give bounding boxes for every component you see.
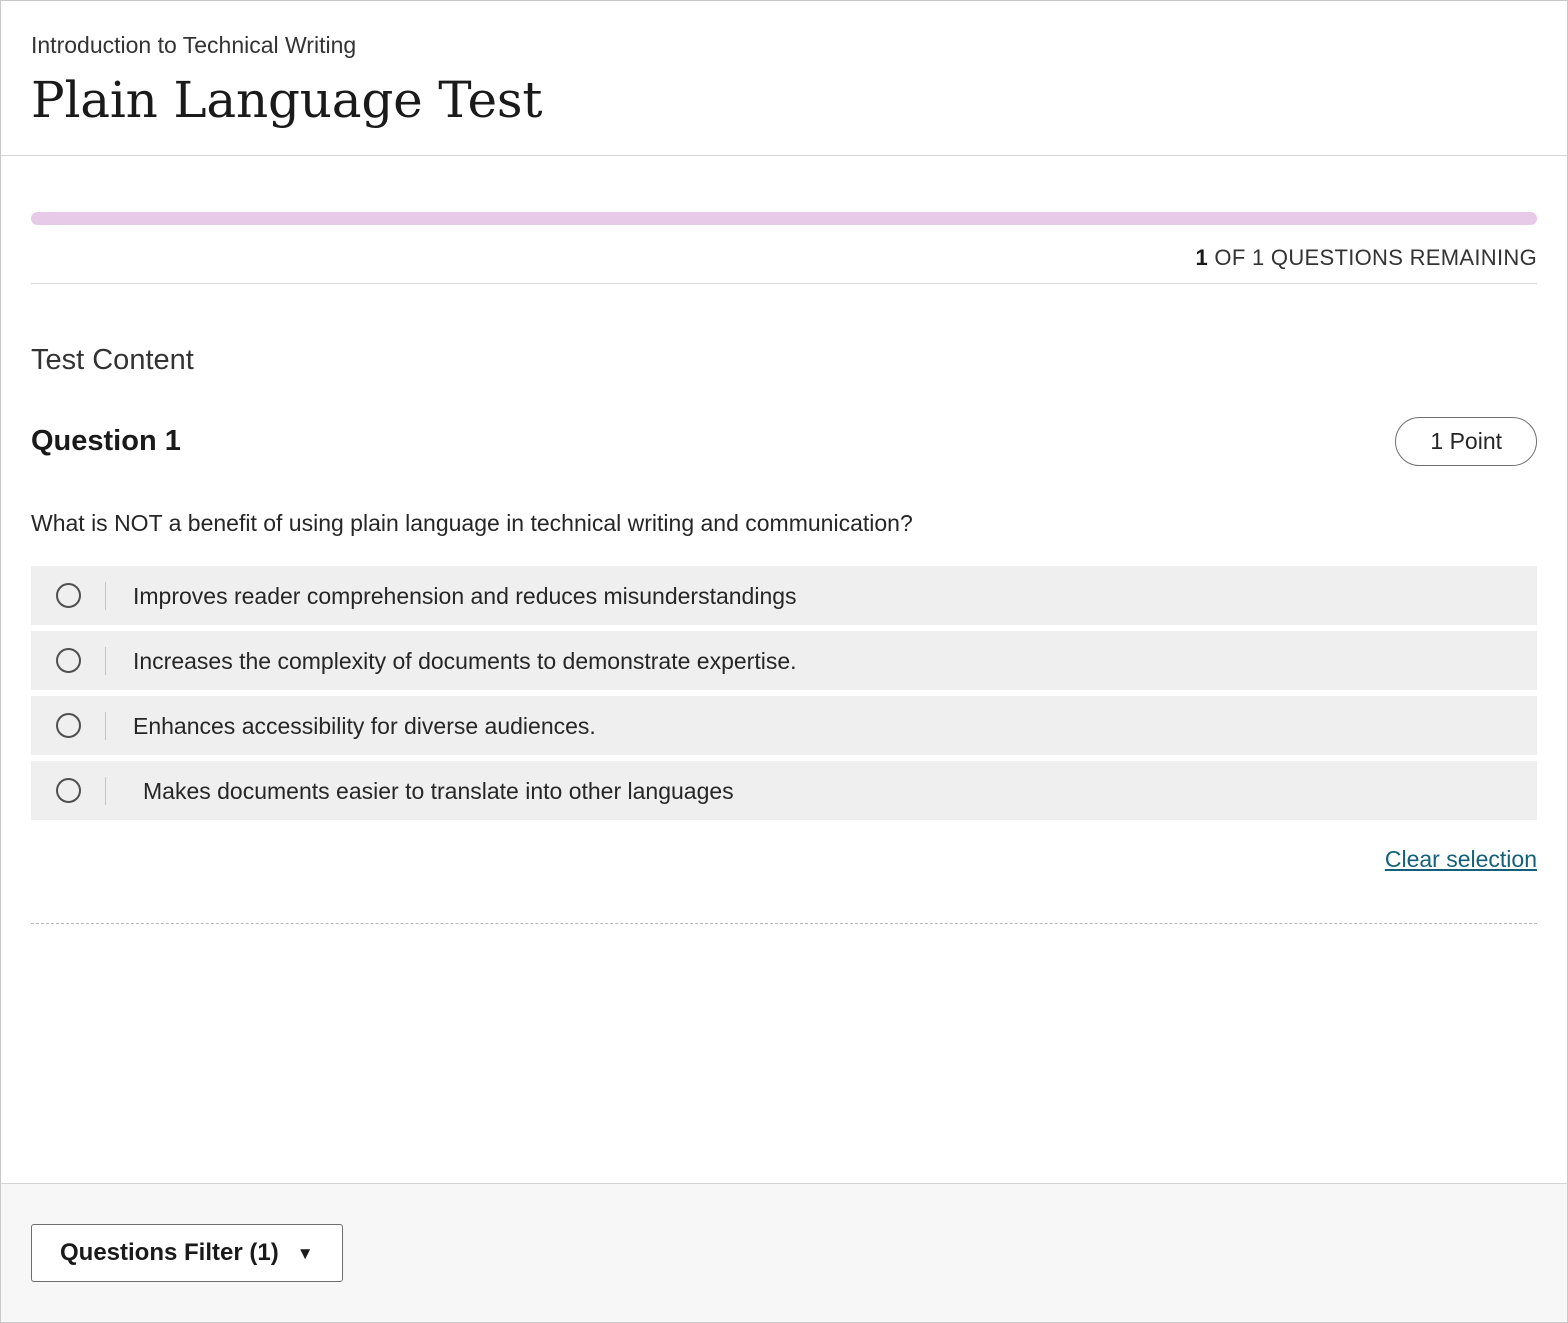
progress-bar xyxy=(31,212,1537,225)
answer-option-label: Increases the complexity of documents to demonstrate expertise. xyxy=(133,647,797,674)
radio-cell[interactable] xyxy=(31,583,105,608)
answer-option-label: Improves reader comprehension and reduces misunderstandings xyxy=(133,582,797,609)
questions-remaining-label: OF 1 QUESTIONS REMAINING xyxy=(1214,245,1537,270)
question-label: Question 1 xyxy=(31,425,181,457)
radio-button-icon[interactable] xyxy=(56,778,81,803)
page-title: Plain Language Test xyxy=(31,71,543,129)
question-prompt: What is NOT a benefit of using plain language in technical writing and communication? xyxy=(31,510,913,536)
page-footer xyxy=(1,1183,1567,1322)
radio-button-icon[interactable] xyxy=(56,648,81,673)
test-body xyxy=(1,156,1567,1183)
answer-option[interactable] xyxy=(31,696,1537,755)
points-badge: 1 Point xyxy=(1395,417,1537,466)
course-name: Introduction to Technical Writing xyxy=(31,32,357,58)
answer-option-label: Makes documents easier to translate into other languages xyxy=(143,777,734,804)
progress-section xyxy=(31,156,1537,284)
page-header xyxy=(1,1,1567,156)
question-separator xyxy=(31,923,1537,924)
radio-cell[interactable] xyxy=(31,713,105,738)
question-header xyxy=(31,417,1537,466)
answer-options xyxy=(31,566,1537,820)
answer-option[interactable] xyxy=(31,566,1537,625)
radio-cell[interactable] xyxy=(31,648,105,673)
radio-button-icon[interactable] xyxy=(56,713,81,738)
chevron-down-icon: ▼ xyxy=(296,1243,314,1263)
questions-remaining xyxy=(31,245,1537,284)
radio-cell[interactable] xyxy=(31,778,105,803)
radio-button-icon[interactable] xyxy=(56,583,81,608)
answer-option[interactable] xyxy=(31,631,1537,690)
clear-selection-row xyxy=(31,846,1537,873)
questions-filter-label: Questions Filter (1) xyxy=(60,1239,279,1266)
questions-remaining-count: 1 xyxy=(1195,245,1208,270)
answer-option-label: Enhances accessibility for diverse audiences. xyxy=(133,712,596,739)
answer-option[interactable] xyxy=(31,761,1537,820)
questions-filter-button[interactable] xyxy=(31,1224,343,1282)
section-title: Test Content xyxy=(31,344,194,376)
clear-selection-link[interactable]: Clear selection xyxy=(1384,846,1537,872)
